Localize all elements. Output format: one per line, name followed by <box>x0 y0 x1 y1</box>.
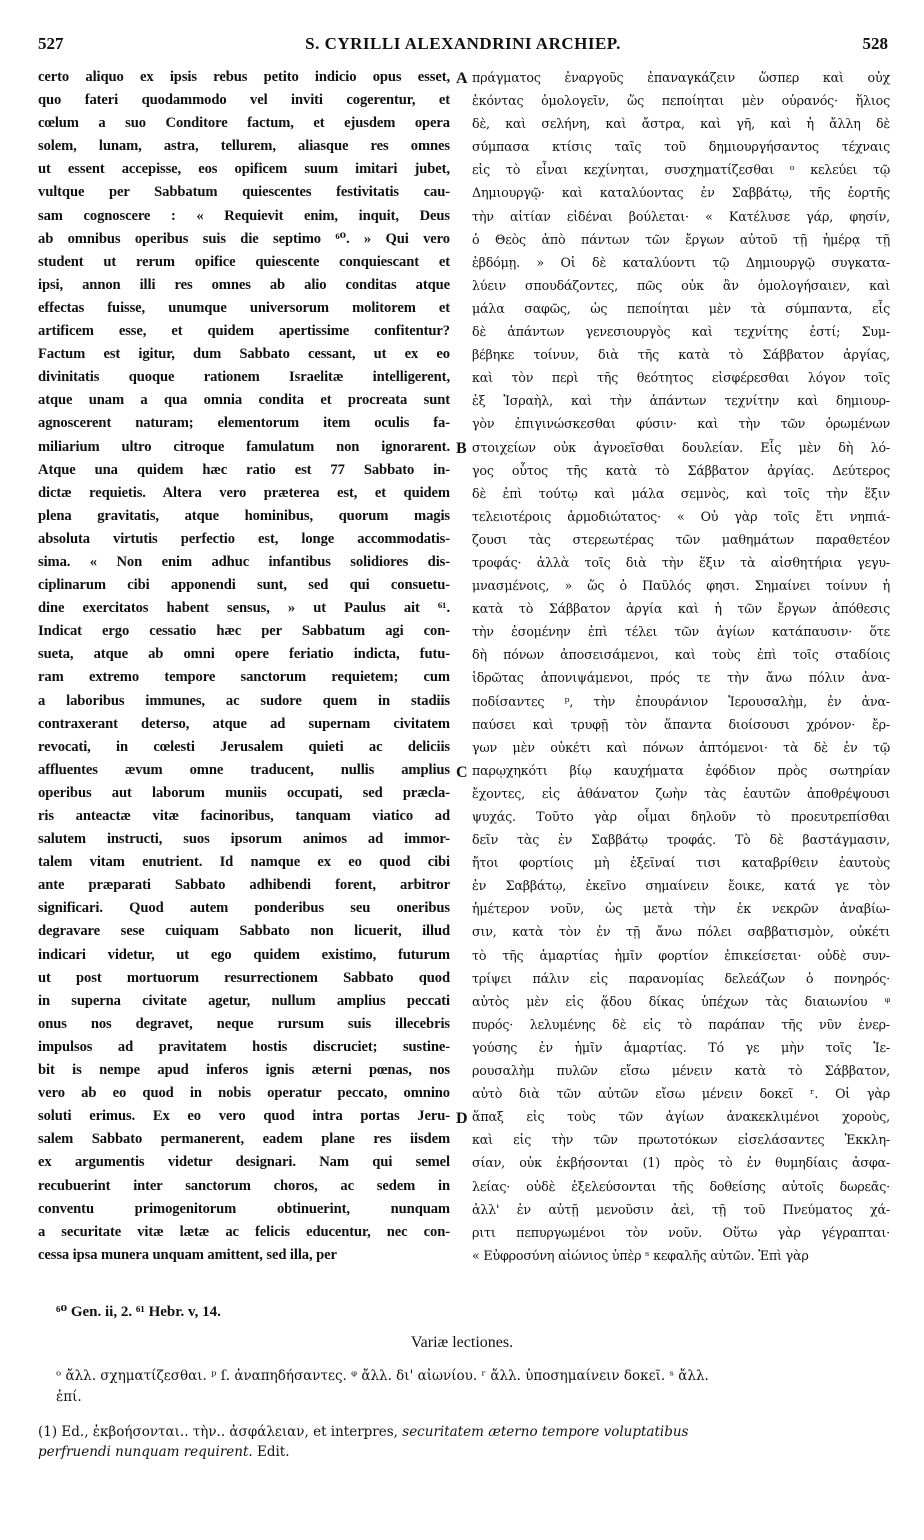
greek-text-line: στοιχείων οὐκ ἀγνοεῖσθαι δουλείαν. Εἷς μὲν δὴ λό- <box>472 439 890 455</box>
latin-text-line: a securitate vitæ lætæ ac felicis educentur, nec con- <box>38 1223 450 1240</box>
margin-letter-b: B <box>456 440 467 457</box>
greek-text-line: ἡμέτερον νοῦν, ὡς μετὰ τὴν ἐκ νεκρῶν ἀναβίω- <box>472 901 890 917</box>
greek-text-line: σιν, κατὰ τὸν ἐν τῇ ἄνω πόλει σαββατισμὸν, οὐκέτι <box>472 924 890 940</box>
latin-text-line: solem, lunam, astra, tellurem, aliasque res omnes <box>38 138 450 155</box>
greek-text-line: τελειοτέροις ἁρμοδιώτατος· « Οὐ γὰρ τοῖς ἔτι νηπιά- <box>472 508 890 524</box>
page-number-left: 527 <box>38 34 64 53</box>
latin-text-line: Factum est igitur, dum Sabbato cessant, ut ex eo <box>38 346 450 363</box>
running-title: S. CYRILLI ALEXANDRINI ARCHIEP. <box>305 34 621 53</box>
latin-text-line: agnoscerent naturam; elementorum item oculis fa- <box>38 415 450 432</box>
greek-text-line: ριτι πεπυργωμένοι τὸν νοῦν. Οὕτω γὰρ γέγραπται· <box>472 1224 890 1240</box>
latin-text-line: ut post mortuorum resurrectionem Sabbato quod <box>38 969 450 986</box>
latin-text-line: a laboribus immunes, ac sudore quem in stadiis <box>38 692 450 709</box>
latin-text-line: ante præparati Sabbato adhibendi forent, arbitror <box>38 877 450 894</box>
latin-text-line: in superna civitate agetur, nullum amplius peccati <box>38 992 450 1009</box>
latin-text-line: absoluta virtutis perfectio est, longe accommodatis- <box>38 530 450 547</box>
greek-text-line: σύμπασα κτίσις ταῖς τοῦ δημιουργήσαντος τέχναις <box>472 139 890 155</box>
editor-note-italic: securitatem æterno tempore voluptatibus <box>402 1424 689 1440</box>
greek-text-line: ποδίσαντες ᵖ, τὴν ἐπουράνιον Ἱερουσαλὴμ, ἐν ἀνα- <box>472 693 890 709</box>
greek-text-line: ἀλλ' ἐν αὐτῇ μενοῦσιν ἀεὶ, τῇ τοῦ Πνεύματος χά- <box>472 1201 890 1217</box>
latin-text-line: ab omnibus operibus suis die septimo ⁶⁰. » Qui vero <box>38 230 450 247</box>
margin-letter-a: A <box>456 70 468 87</box>
latin-text-line: ut essent accepisse, eos opificem suum imitari jubet, <box>38 161 450 178</box>
margin-letter-d: D <box>456 1110 468 1127</box>
latin-text-line: artificem esse, et quidem apertissime confitentur? <box>38 323 450 340</box>
greek-text-line: αὐτὸ διὰ τῶν αὐτῶν εἴσω μένειν δοκεῖ ʳ. Οἱ γὰρ <box>472 1086 890 1102</box>
greek-text-line: αὐτὸς μὲν εἰς ᾅδου δίκας ὑπέχων τὰς διαιωνίου ᵠ <box>472 993 890 1009</box>
latin-text-line: ram extremo tempore sanctorum requietem; cum <box>38 669 450 686</box>
greek-text-line: γος οὗτος τῆς κατὰ τὸ Σάββατον ἀργίας. Δεύτερος <box>472 462 890 478</box>
greek-text-line: σίαν, οὐκ ἐκβήσονται (1) πρὸς τὸ ἐν θυμηδίαις ἀσφα- <box>472 1155 890 1171</box>
latin-text-line: ex argumentis videtur designari. Nam qui semel <box>38 1154 450 1171</box>
latin-text-line: soluti erimus. Ex eo vero quod intra portas Jeru- <box>38 1108 450 1125</box>
greek-text-line: « Εὐφροσύνη αἰώνιος ὑπὲρ ˢ κεφαλῆς αὐτῶν. Ἐπὶ γὰρ <box>472 1247 809 1263</box>
greek-text-line: ἐν Σαββάτῳ, ἐκεῖνο σημαίνειν ἔοικε, κατά γε τὸν <box>472 878 890 894</box>
greek-text-line: μάλα σαφῶς, ὡς πεποίηται μὲν τὰ σύμπαντα, εἷς <box>472 300 890 316</box>
latin-text-line: Atque una quidem hæc ratio est 77 Sabbato in- <box>38 461 450 478</box>
variae-lectiones-title: Variæ lectiones. <box>410 1334 514 1351</box>
latin-text-line: onus nos degravet, neque rursum suis illecebris <box>38 1015 450 1032</box>
latin-text-line: quo fateri quodammodo vel inviti cogerentur, et <box>38 92 450 109</box>
latin-text-line: sam cognoscere : « Requievit enim, inquit, Deus <box>38 207 450 224</box>
greek-text-line: λύειν σπουδάζοντες, πῶς οὐκ ἂν ὁμολογήσαιεν, καὶ <box>472 277 890 293</box>
greek-text-line: παρῳχηκότι βίῳ καυχήματα ἐφόδιον πρὸς σωτηρίαν <box>472 762 890 778</box>
greek-text-line: ἔχοντες, εἰς ἀθάνατον ζωὴν τὰς ἑαυτῶν ἀποθρέψουσι <box>472 785 890 801</box>
latin-text-line: plena gravitatis, atque hominibus, quorum magis <box>38 507 450 524</box>
latin-text-line: student ut rerum opifice quiescente conquiescant et <box>38 253 450 270</box>
latin-text-line: ris anteactæ vitæ facinoribus, tanquam viatico ad <box>38 808 450 824</box>
greek-text-line: γὸν ἐπιγινώσκεσθαι φύσιν· καὶ τὴν τῶν ὁρωμένων <box>472 416 890 432</box>
latin-column <box>38 66 450 1267</box>
latin-text-line: miliarium ultro citroque famulatum non ignorarent. <box>38 438 450 455</box>
greek-text-line: ἅπαξ εἰς τοὺς τῶν ἁγίων ἀνακεκλιμένοι χοροὺς, <box>472 1109 890 1125</box>
latin-text-line: cessa ipsa munera unquam amittent, sed illa, per <box>38 1246 337 1263</box>
latin-text-line: conventu primogenitorum obtinuerint, nunquam <box>38 1200 450 1217</box>
greek-text-line: καὶ εἰς τὴν τῶν πρωτοτόκων εἰσελάσαντες Ἐκκλη- <box>472 1132 890 1148</box>
latin-text-line: sima. « Non enim adhuc infantibus solidiores dis- <box>38 553 450 570</box>
latin-text-line: atque unam a qua omnia condita et procreata sunt <box>38 392 450 409</box>
greek-text-line: ὁ Θεὸς ἀπὸ πάντων τῶν ἔργων αὐτοῦ τῇ ἡμέρᾳ τῇ <box>472 231 890 247</box>
greek-text-line: τὴν ἐσομένην ἐπὶ τέλει τῶν ἁγίων κατάπαυσιν· ὅτε <box>472 624 890 640</box>
greek-text-line: δεῖν τὰς ἐν Σαββάτῳ τροφάς. Τὸ δὲ βαστάγμασιν, <box>472 832 890 848</box>
latin-text-line: salem Sabbato permanerent, eadem plane res iisdem <box>38 1131 450 1148</box>
latin-text-line: indicari videtur, ut ego quidem existimo, futurum <box>38 946 450 963</box>
greek-text-line: ρουσαλὴμ πυλῶν εἴσω μένειν κατὰ τὸ Σάββατον, <box>472 1063 890 1079</box>
greek-text-line: ἑβδόμῃ. » Οἱ δὲ καταλύοντι τῷ Δημιουργῷ συγκατα- <box>472 254 890 270</box>
greek-text-line: ψυχάς. Τοῦτο γὰρ οἶμαι δηλοῦν τὸ προευτρεπίσθαι <box>472 809 890 824</box>
greek-text-line: πράγματος ἐναργοῦς ἐπαναγκάζειν ὥσπερ καὶ οὐχ <box>472 70 890 85</box>
latin-text-line: Indicat ergo cessatio hæc per Sabbatum agi con- <box>38 623 450 640</box>
scripture-footnotes: ⁶⁰ Gen. ii, 2. ⁶¹ Hebr. v, 14. <box>56 1304 221 1320</box>
latin-text-line: degravare sese cuiquam Sabbato non licuerit, illud <box>38 923 450 940</box>
variae-line: ᵒ ἄλλ. σχηματίζεσθαι. ᵖ ſ. ἀναπηδήσαντες. ᵠ ἄλλ. δι' αἰωνίου. ʳ ἄλλ. ὑποσημαίνειν δοκεῖ. ˢ ἄλλ. <box>56 1368 709 1384</box>
greek-text-line: τὴν αἰτίαν εἰδέναι βούλεται· « Κατέλυσε γάρ, φησίν, <box>472 208 890 224</box>
latin-text-line: dine exercitatos habent sensus, » ut Paulus ait ⁶¹. <box>38 600 450 617</box>
greek-text-line: γων μὲν οὐκέτι καὶ πόνων ἁπτόμενοι· τὰ δὲ ἐν τῷ <box>472 739 890 755</box>
greek-text-line: εἰς τὸ εἶναι κεχίνηται, συσχηματίζεσθαι ᵒ κελεύει τῷ <box>472 162 890 178</box>
greek-text-line: δὲ ἐπὶ τούτῳ καὶ μάλα σεμνὸς, καὶ τοῖς τὴν ἕξιν <box>472 485 890 501</box>
latin-text-line: operibus aut laborum muniis occupati, sed præcla- <box>38 784 450 801</box>
greek-text-line: λείας· οὐδὲ ἐξελεύσονται τῆς δοθείσης αὐτοῖς δωρεᾶς· <box>472 1178 890 1194</box>
latin-text-line: vero ab eo quod in nobis operatur peccato, omnino <box>38 1085 450 1102</box>
latin-text-line: sueta, atque ab omni opere feriatio indicta, futu- <box>38 646 450 663</box>
variae-line: ἐπί. <box>56 1389 82 1405</box>
greek-text-line: κατὰ τὸ Σάββατον ἀργία καὶ ἡ τῶν ἔργων ἀπόθεσις <box>472 601 890 617</box>
editor-note <box>38 1422 890 1462</box>
latin-text-line: certo aliquo ex ipsis rebus petito indicio opus esset, <box>38 69 450 85</box>
latin-text-line: vultque per Sabbatum quiescentes festivitatis cau- <box>38 184 450 201</box>
greek-text-line: δὲ, καὶ σελήνη, καὶ ἄστρα, καὶ γῆ, καὶ ἡ ἄλλη δὲ <box>472 116 890 132</box>
greek-text-line: Δημιουργῷ· καὶ καταλύοντας ἐν Σαββάτῳ, τῆς ἑορτῆς <box>472 185 890 201</box>
greek-text-line: μνασμένοις, » ὥς ὁ Παῦλός φησι. Σημαίνει τοίνυν ἡ <box>472 578 890 594</box>
latin-text-line: recubuerint inter sanctorum choros, ac sedem in <box>38 1177 450 1194</box>
latin-text-line: ipsi, annon illi res omnes ab alio conditas atque <box>38 276 450 293</box>
greek-text-line: τὸ τῆς ἁμαρτίας ἡμῖν φορτίον ἐπικείσεται· οὐδὲ συν- <box>472 947 890 963</box>
page-number-right: 528 <box>862 34 888 53</box>
margin-letter-c: C <box>456 764 468 781</box>
editor-note-italic: perfruendi nunquam requirent. <box>38 1444 253 1460</box>
greek-text-line: πυρός· λελυμένης δὲ εἰς τὸ παράπαν τῆς νῦν ἐνερ- <box>472 1016 890 1032</box>
greek-text-line: τροφάς· ἀλλὰ τοῖς διὰ τὴν ἕξιν τὰ αἰσθητήρια γεγυ- <box>472 554 890 570</box>
latin-text-line: significari. Quod autem ponderibus seu oneribus <box>38 900 450 917</box>
latin-text-line: salutem instructi, suos ipsorum animos ad immor- <box>38 831 450 848</box>
latin-text-line: effectas fuisse, unumque universorum molitorem et <box>38 299 450 316</box>
page-header <box>38 34 888 58</box>
latin-text-line: ciplinarum cibi apponendi sunt, sed qui consuetu- <box>38 577 450 594</box>
latin-text-line: cœlum a suo Conditore factum, et ejusdem opera <box>38 115 450 132</box>
latin-text-line: revocati, in cœlesti Jerusalem quieti ac deliciis <box>38 738 450 755</box>
greek-text-line: τρίψει πάλιν εἰς παρανομίας δελεάζων ὁ πονηρός· <box>472 970 890 986</box>
greek-column <box>472 66 890 1267</box>
latin-text-line: contraxerant deterso, atque ad supernam civitatem <box>38 715 450 732</box>
latin-text-line: impulsos ad pravitatem hostis discruciet; sustine- <box>38 1038 450 1055</box>
greek-text-line: ἐξ Ἰσραὴλ, καὶ τὴν ἁπάντων τεχνίτην καὶ δημιουρ- <box>472 393 890 409</box>
greek-text-line: καὶ τὸν περὶ τῆς θεότητος εἰσφέρεσθαι λόγον τοῖς <box>472 370 890 386</box>
latin-text-line: bit is nempe apud inferos ignis æterni pœnas, nos <box>38 1062 450 1079</box>
variae-lectiones <box>56 1366 892 1408</box>
greek-text-line: βέβηκε τοίνυν, διὰ τῆς κατὰ τὸ Σάββατον ἀργίας, <box>472 347 890 363</box>
greek-text-line: δὴ πόνων ἀποσεισάμενοι, καὶ τοὺς ἐπὶ τοῖς σταδίοις <box>472 647 890 663</box>
greek-text-line: δὲ ἁπάντων γενεσιουργὸς καὶ τεχνίτης ἐστί; Συμ- <box>472 324 890 340</box>
latin-text-line: affluentes ævum omne traducent, nullis amplius <box>38 761 450 778</box>
greek-text-line: γούσης ἐν ἡμῖν ἁμαρτίας. Τό γε μὴν τοῖς Ἱε- <box>472 1039 890 1055</box>
latin-text-line: talem vitam enutrient. Id namque ex eo quod cibi <box>38 854 450 871</box>
greek-text-line: ζουσι τὰς στερεωτέρας τῶν μαθημάτων παραθετέον <box>472 531 890 547</box>
latin-text-line: dictæ requietis. Altera vero præterea est, et quidem <box>38 484 450 501</box>
greek-text-line: ἱδρῶτας ἀπονιψάμενοι, πρός τε τὴν ἄνω πόλιν ἀνα- <box>472 670 890 686</box>
greek-text-line: ἑκόντας ὁμολογεῖν, ὥς πεποίηται μὲν οὐρανός· ἥλιος <box>472 93 890 109</box>
latin-text-line: divinitatis quoque rationem Israelitæ intelligerent, <box>38 369 450 386</box>
greek-text-line: παύσει καὶ τρυφῇ τὸν ἅπαντα διοίσουσι χρόνον· ἔρ- <box>472 716 890 732</box>
greek-text-line: ἤτοι φορτίοις μὴ ἐξεῖναί τισι καταβρίθειν ἑαυτοὺς <box>472 855 890 871</box>
editor-note-text: (1) Ed., ἐκβοήσονται.. τὴν.. ἀσφάλειαν, et interpres, <box>38 1424 398 1440</box>
editor-note-sign: Edit. <box>256 1444 290 1460</box>
